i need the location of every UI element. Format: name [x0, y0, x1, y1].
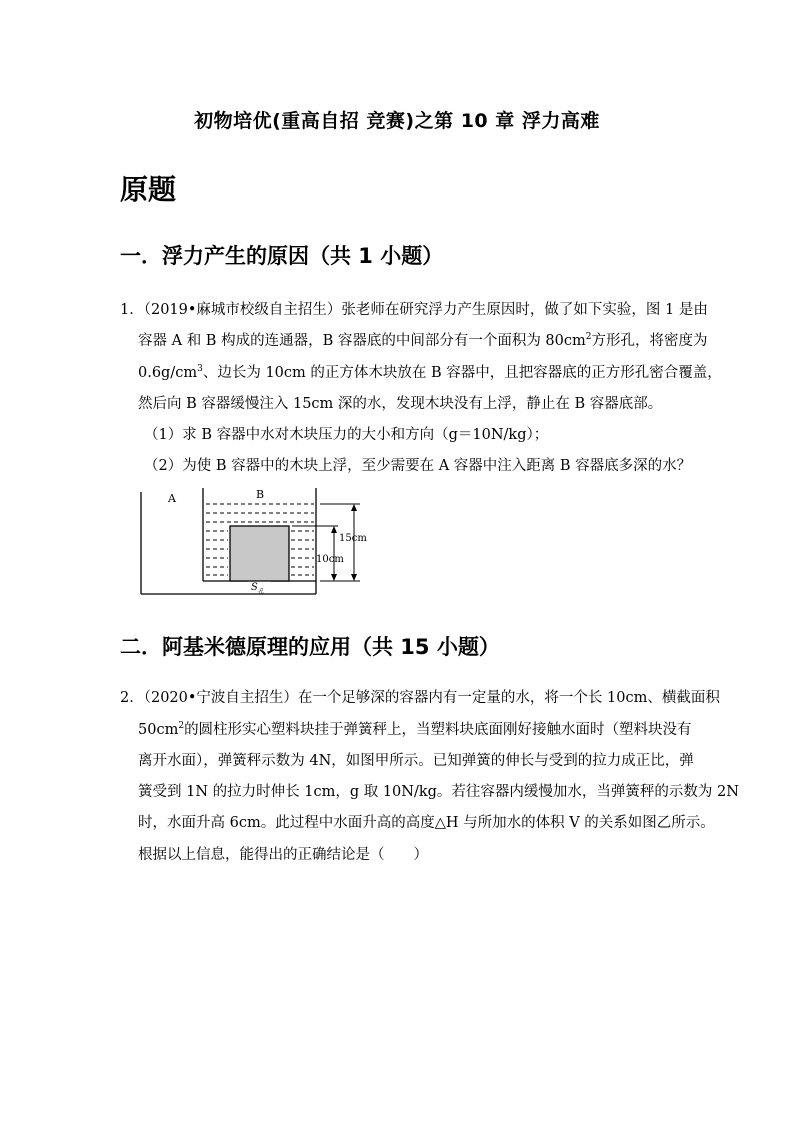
- main-heading: 原题: [120, 173, 177, 206]
- q2-line-1: 2．（2020•宁波自主招生）在一个足够深的容器内有一定量的水，将一个长 10cm、横截面积: [120, 690, 720, 706]
- wooden-block: [230, 526, 289, 581]
- label-10cm: 10cm: [316, 554, 344, 565]
- section2-heading: 二．阿基米德原理的应用（共 15 小题）: [120, 635, 500, 659]
- page-title: 初物培优(重高自招 竞赛)之第 10 章 浮力高难: [194, 110, 600, 132]
- q2-line-2: $50cm^2$的圆柱形实心塑料块挂于弹簧秤上，当塑料块底面刚好接触水面时（塑料块没有: [138, 721, 692, 738]
- label-hole-area: $S_孔$: [251, 582, 264, 595]
- q1-line-3: $0.6g/cm^3$、边长为 10cm 的正方体木块放在 B 容器中，且把容器底的正方形孔密合覆盖，: [138, 364, 722, 381]
- q1-sub-question-2: （2）为使 B 容器中的木块上浮，至少需要在 A 容器中注入距离 B 容器底多深的水？: [144, 458, 692, 474]
- q2-line-5: 时，水面升高 6cm。此过程中水面升高的高度△H 与所加水的体积 V 的关系如图乙所示。: [138, 815, 715, 831]
- q2-line-4: 簧受到 1N 的拉力时伸长 1cm，g 取 10N/kg。若往容器内缓慢加水，当弹簧秤的示数为 2N: [138, 784, 739, 800]
- q2-line-6: 根据以上信息，能得出的正确结论是（ ）: [138, 847, 428, 863]
- label-15cm: 15cm: [339, 533, 367, 544]
- section1-heading: 一．浮力产生的原因（共 1 小题）: [120, 244, 444, 268]
- q1-sub-question-1: （1）求 B 容器中水对木块压力的大小和方向（g＝10N/kg）；: [144, 427, 549, 443]
- q1-line-2: 容器 A 和 B 构成的连通器，B 容器底的中间部分有一个面积为 $80cm^2$方形孔，将密度为: [138, 332, 708, 349]
- figure-1-connected-containers: [138, 486, 388, 602]
- container-diagram: [138, 486, 388, 598]
- label-container-a: A: [168, 492, 176, 505]
- q1-line-4: 然后向 B 容器缓慢注入 15cm 深的水，发现木块没有上浮，静止在 B 容器底部。: [138, 396, 663, 412]
- q2-line-3: 离开水面），弹簧秤示数为 4N，如图甲所示。已知弹簧的伸长与受到的拉力成正比，弹: [138, 753, 694, 769]
- label-container-b: B: [256, 488, 265, 501]
- q1-line-1: 1．（2019•麻城市校级自主招生）张老师在研究浮力产生原因时，做了如下实验，图 1 是由: [120, 302, 708, 318]
